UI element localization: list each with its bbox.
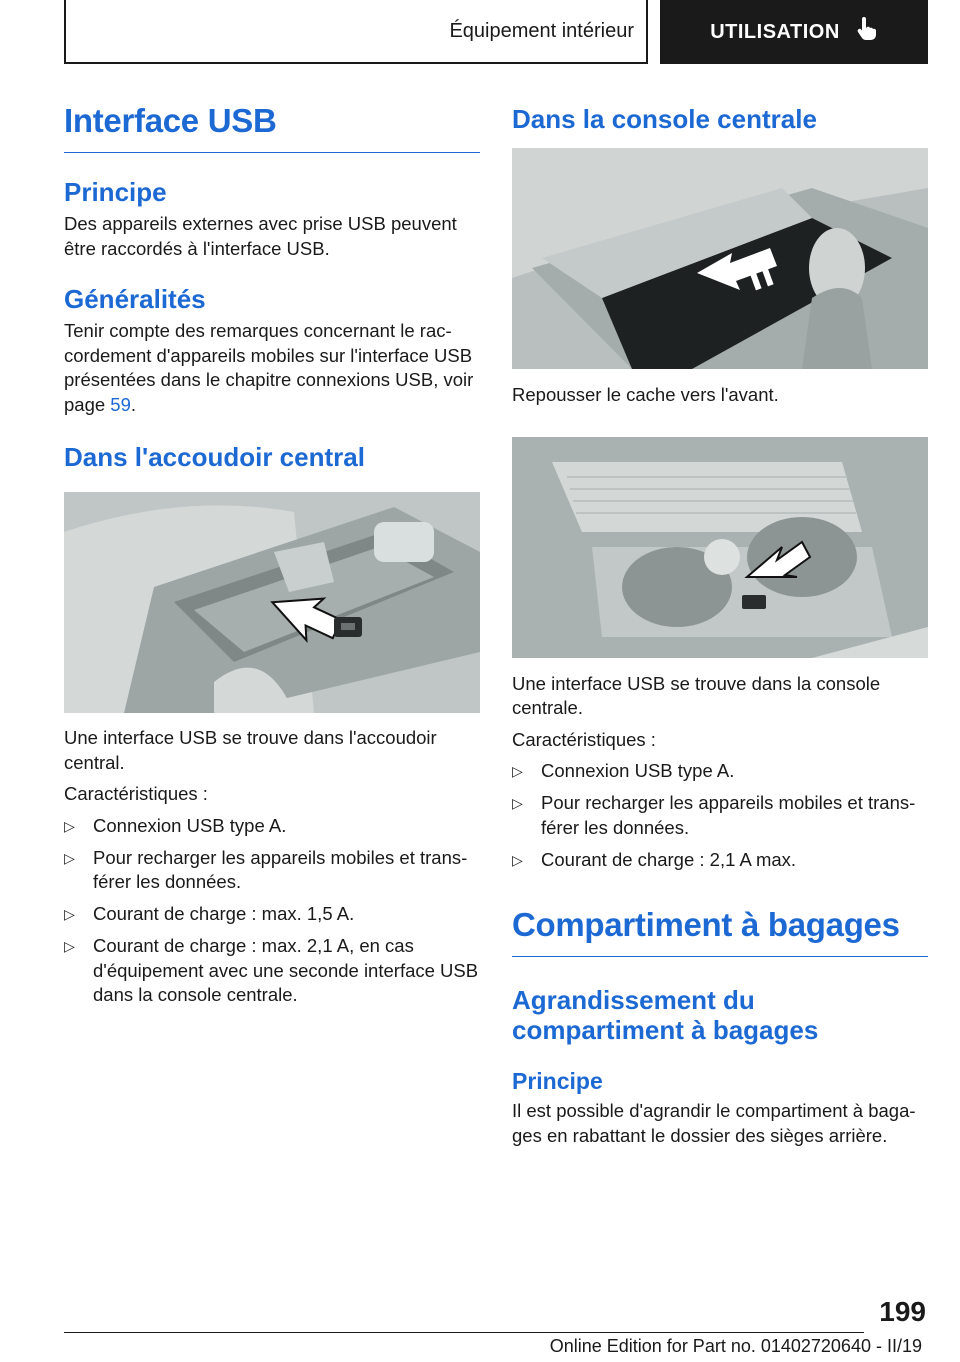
console-caption-1: Repousser le cache vers l'avant.: [512, 384, 779, 405]
console-usb-illustration: [512, 437, 928, 658]
list-item: ▷ Courant de charge : 2,1 A max.: [512, 848, 928, 873]
principe-text: Des appareils externes avec prise USB peuvent être raccordés à l'interface USB.: [64, 213, 457, 259]
page-reference-link[interactable]: 59: [110, 393, 131, 415]
chapter-title: UTILISATION: [710, 20, 840, 43]
principe-text-bagages: Il est possible d'agrandir le compartiment à baga‐ges en rabattant le dossier des sièges arrière.: [512, 1100, 916, 1146]
agrandissement-heading: Agrandissement du compartiment à bagages: [512, 985, 819, 1045]
left-column: [64, 96, 480, 1015]
principe-heading-bagages: Principe: [512, 1068, 603, 1094]
section-title-bagages: Compartiment à bagages: [512, 900, 928, 957]
list-item: ▷ Pour recharger les appareils mobiles et trans‐férer les données.: [64, 846, 468, 892]
generalites-text: Tenir compte des remarques concernant le rac‐cordement d'appareils mobiles sur l'interface USB présentées dans le chapitre connexions USB, voir page: [64, 320, 474, 415]
edition-text: Online Edition for Part no. 01402720640 - II/19: [549, 1336, 922, 1356]
bullet-icon: ▷: [64, 938, 75, 954]
bullet-icon: ▷: [64, 906, 75, 922]
accoudoir-heading: Dans l'accoudoir central: [64, 442, 365, 472]
running-header-chapter: [660, 0, 928, 64]
list-item: ▷ Pour recharger les appareils mobiles et trans‐férer les données.: [512, 792, 916, 838]
list-item: ▷ Connexion USB type A.: [64, 814, 480, 839]
generalites-paragraph: [64, 319, 480, 417]
bullet-icon: ▷: [512, 763, 523, 779]
generalites-end: .: [130, 393, 137, 415]
principe-heading: Principe: [64, 177, 167, 207]
features-label-left: Caractéristiques :: [64, 783, 208, 804]
features-label-right: Caractéristiques :: [512, 728, 656, 750]
bullet-icon: ▷: [64, 817, 75, 834]
console-cover-illustration: [512, 148, 928, 369]
list-item: ▷ Courant de charge : max. 2,1 A, en cas d'équipement avec une seconde interface USB dans la console centrale.: [64, 935, 479, 1005]
list-item: ▷ Connexion USB type A.: [512, 759, 928, 784]
armrest-usb-illustration: [64, 492, 480, 713]
console-caption-2: Une interface USB se trouve dans la console centrale.: [512, 672, 881, 718]
bullet-icon: ▷: [64, 849, 75, 866]
console-heading: Dans la console centrale: [512, 104, 817, 134]
features-list-left: [64, 814, 480, 1008]
page-title: Interface USB: [64, 96, 480, 153]
bullet-icon: ▷: [512, 795, 523, 811]
hand-pointer-icon: [856, 17, 878, 47]
footer-rule: [64, 1332, 864, 1333]
accoudoir-caption: Une interface USB se trouve dans l'accoudoir central.: [64, 727, 437, 773]
generalites-heading: Généralités: [64, 284, 206, 314]
features-list-right: [512, 759, 928, 872]
section-title: Équipement intérieur: [449, 19, 634, 42]
page-number: 199: [879, 1296, 926, 1327]
list-item: ▷ Courant de charge : max. 1,5 A.: [64, 902, 480, 927]
bullet-icon: ▷: [512, 851, 523, 868]
right-column: [512, 96, 928, 1148]
running-header-section: [64, 0, 648, 64]
